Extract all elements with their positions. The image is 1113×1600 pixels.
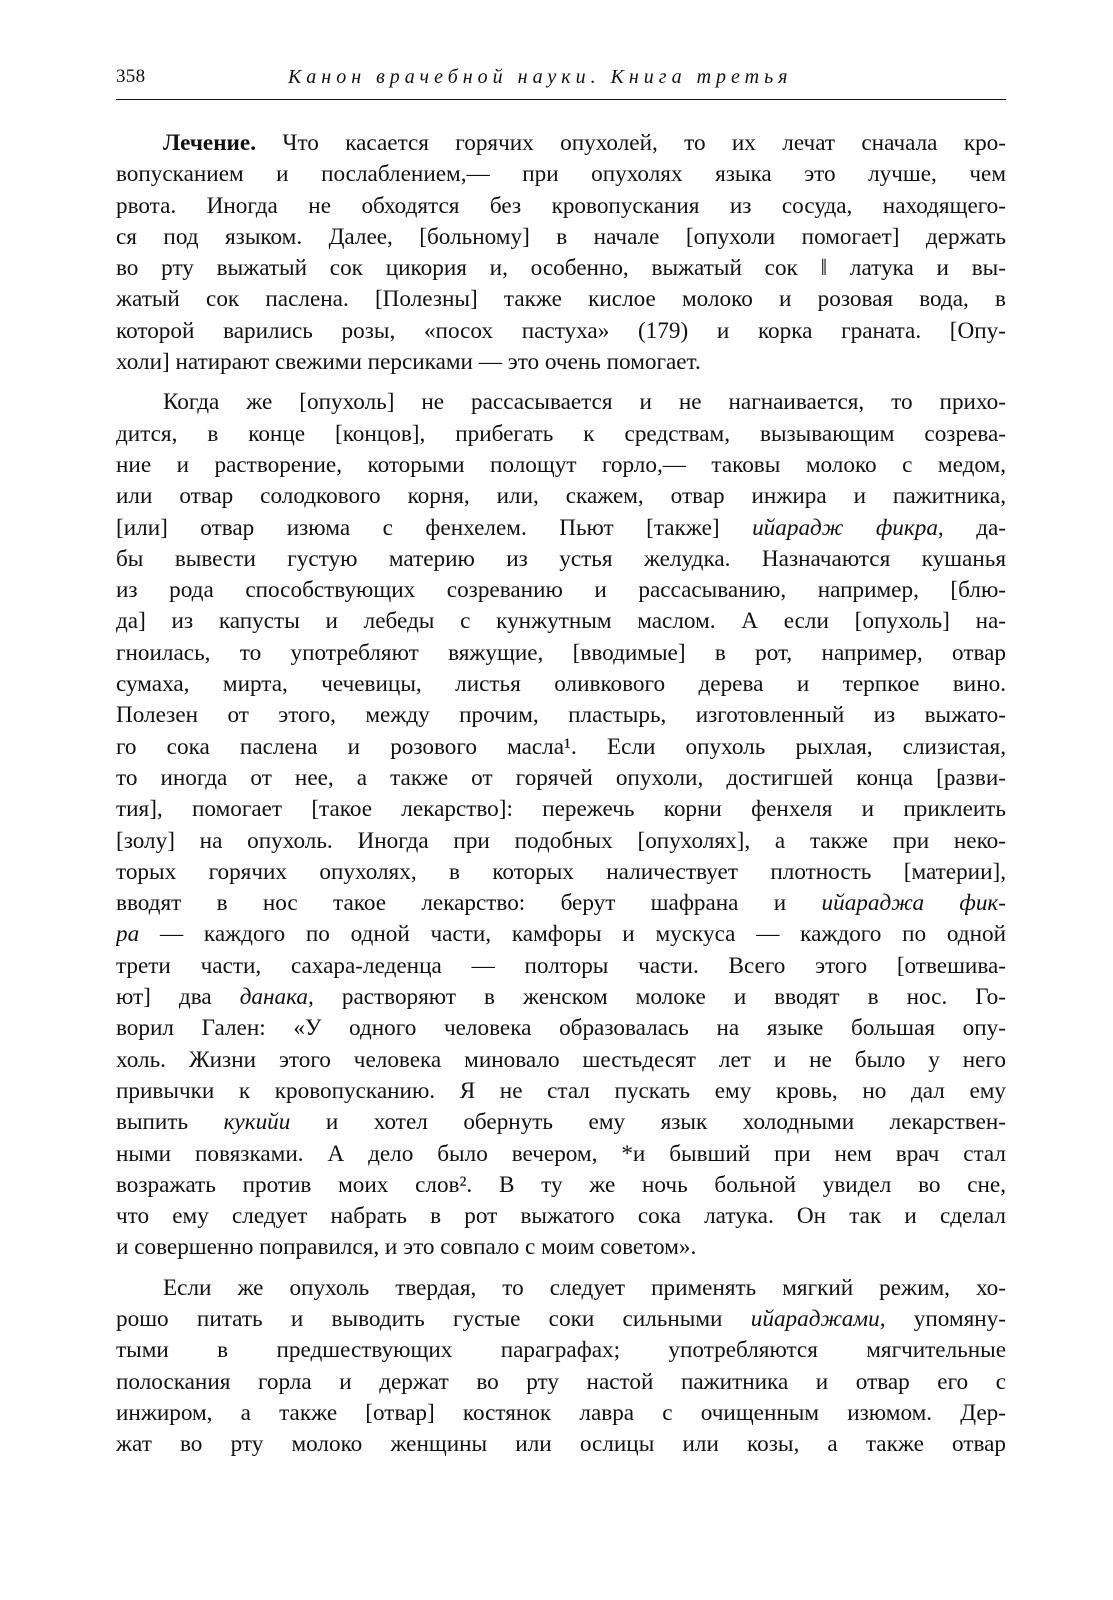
text-line: то иногда от нее, а также от горячей опухоли, достигшей конца [разви- — [116, 764, 1006, 791]
text-line: Лечение. Что касается горячих опухолей, то их лечат сначала кро- — [163, 130, 1006, 156]
italic-term: кукийи — [223, 1109, 291, 1136]
text-line: привычки к кровопусканию. Я не стал пускать ему кровь, но дал ему — [116, 1077, 1006, 1104]
italic-term: ийараджами, — [750, 1305, 886, 1332]
text-line: да] из капусты и лебеды с кунжутным маслом. А если [опухоль] на- — [116, 608, 1006, 635]
text-line: жатый сок паслена. [Полезны] также кислое молоко и розовая вода, в — [116, 286, 1006, 313]
text-line: из рода способствующих созреванию и рассасыванию, например, [блю- — [116, 577, 1006, 604]
text-line: которой варились розы, «посох пастуха» (179) и корка граната. [Опу- — [116, 317, 1006, 344]
text-line: ся под языком. Далее, [больному] в начале [опухоли помогает] держать — [116, 223, 1006, 250]
text-line: Полезен от этого, между прочим, пластырь, изготовленный из выжато- — [116, 702, 1006, 729]
text-line: трети части, сахара-леденца — полторы части. Всего этого [отвешива- — [116, 952, 1006, 979]
text-line: го сока паслена и розового масла¹. Если опухоль рыхлая, слизистая, — [116, 733, 1006, 760]
italic-term: ийараджа фик- — [821, 890, 1006, 917]
text-line: сумаха, мирта, чечевицы, листья оливкового дерева и терпкое вино. — [116, 671, 1006, 698]
paragraph-treatment — [116, 128, 1006, 378]
text-line: возражать против моих слов². В ту же ночь больной увидел во сне, — [116, 1171, 1006, 1198]
text-line: выпить кукийи и хотел обернуть ему язык холодными лекарствен- — [116, 1109, 1006, 1136]
text-line: [или] отвар изюма с фенхелем. Пьют [также] ийарадж фикра, да- — [116, 514, 1006, 541]
text-line: рошо питать и выводить густые соки сильными ийараджами, упомяну- — [116, 1305, 1006, 1332]
text-line: холи] натирают свежими персиками — это очень помогает. — [116, 349, 701, 376]
text-line: вопусканием и послаблением,— при опухолях языка это лучше, чем — [116, 161, 1006, 188]
text-line: жат во рту молоко женщины или ослицы или козы, а также отвар — [116, 1431, 1006, 1458]
text-line: торых горячих опухолях, в которых наличествует плотность [материи], — [116, 858, 1006, 885]
text-line: рвота. Иногда не обходятся без кровопускания из сосуда, находящего- — [116, 192, 1006, 219]
text-line: Когда же [опухоль] не рассасывается и не нагнаивается, то прихо- — [163, 389, 1006, 416]
text-line: тия], помогает [такое лекарство]: пережечь корни фенхеля и приклеить — [116, 796, 1006, 823]
text-line: инжиром, а также [отвар] костянок лавра с очищенным изюмом. Дер- — [116, 1399, 1006, 1426]
text-line: или отвар солодкового корня, или, скажем, отвар инжира и пажитника, — [116, 483, 1006, 510]
text-line: во рту выжатый сок цикория и, особенно, выжатый сок ‖ латука и вы- — [116, 255, 1006, 282]
page-header — [116, 64, 1006, 94]
paragraph-gap — [116, 378, 1006, 387]
text-line: ными повязками. А дело было вечером, *и бывший при нем врач стал — [116, 1140, 1006, 1167]
text-line: ворил Гален: «У одного человека образовалась на языке большая опу- — [116, 1015, 1006, 1042]
paragraph-ripening — [116, 387, 1006, 1263]
body-text — [116, 128, 1006, 1460]
italic-term: данака, — [239, 984, 314, 1011]
text-line: [золу] на опухоль. Иногда при подобных [опухолях], а также при неко- — [116, 827, 1006, 854]
italic-term: ийарадж фикра, — [752, 514, 944, 541]
text-line: вводят в нос такое лекарство: берут шафрана и ийараджа фик- — [116, 890, 1006, 917]
section-lead: Лечение. — [163, 130, 257, 156]
text-line: бы вывести густую материю из устья желудка. Назначаются кушанья — [116, 545, 1006, 572]
text-line: что ему следует набрать в рот выжатого сока латука. Он так и сделал — [116, 1203, 1006, 1230]
page-number: 358 — [116, 66, 146, 87]
text-line: полоскания горла и держат во рту настой пажитника и отвар его с — [116, 1368, 1006, 1395]
italic-term: ра — [116, 921, 140, 948]
text-line: ют] два данака, растворяют в женском молоке и вводят в нос. Го- — [116, 984, 1006, 1011]
header-rule — [116, 99, 1006, 100]
text-line: холь. Жизни этого человека миновало шестьдесят лет и не было у него — [116, 1046, 1006, 1073]
text-line: ние и растворение, которыми полощут горло,— таковы молоко с медом, — [116, 451, 1006, 478]
text-line: Если же опухоль твердая, то следует применять мягкий режим, хо- — [163, 1274, 1006, 1301]
text-line: тыми в предшествующих параграфах; употребляются мягчительные — [116, 1337, 1006, 1364]
paragraph-gap — [116, 1264, 1006, 1273]
text-line: ра — каждого по одной части, камфоры и мускуса — каждого по одной — [116, 921, 1006, 948]
text-line: дится, в конце [концов], прибегать к средствам, вызывающим созрева- — [116, 420, 1006, 447]
paragraph-hard-tumor — [116, 1273, 1006, 1461]
text-line: и совершенно поправился, и это совпало с моим советом». — [116, 1234, 697, 1261]
text-line: гноилась, то употребляют вяжущие, [вводимые] в рот, например, отвар — [116, 639, 1006, 666]
running-title: Канон врачебной науки. Книга третья — [288, 66, 793, 88]
